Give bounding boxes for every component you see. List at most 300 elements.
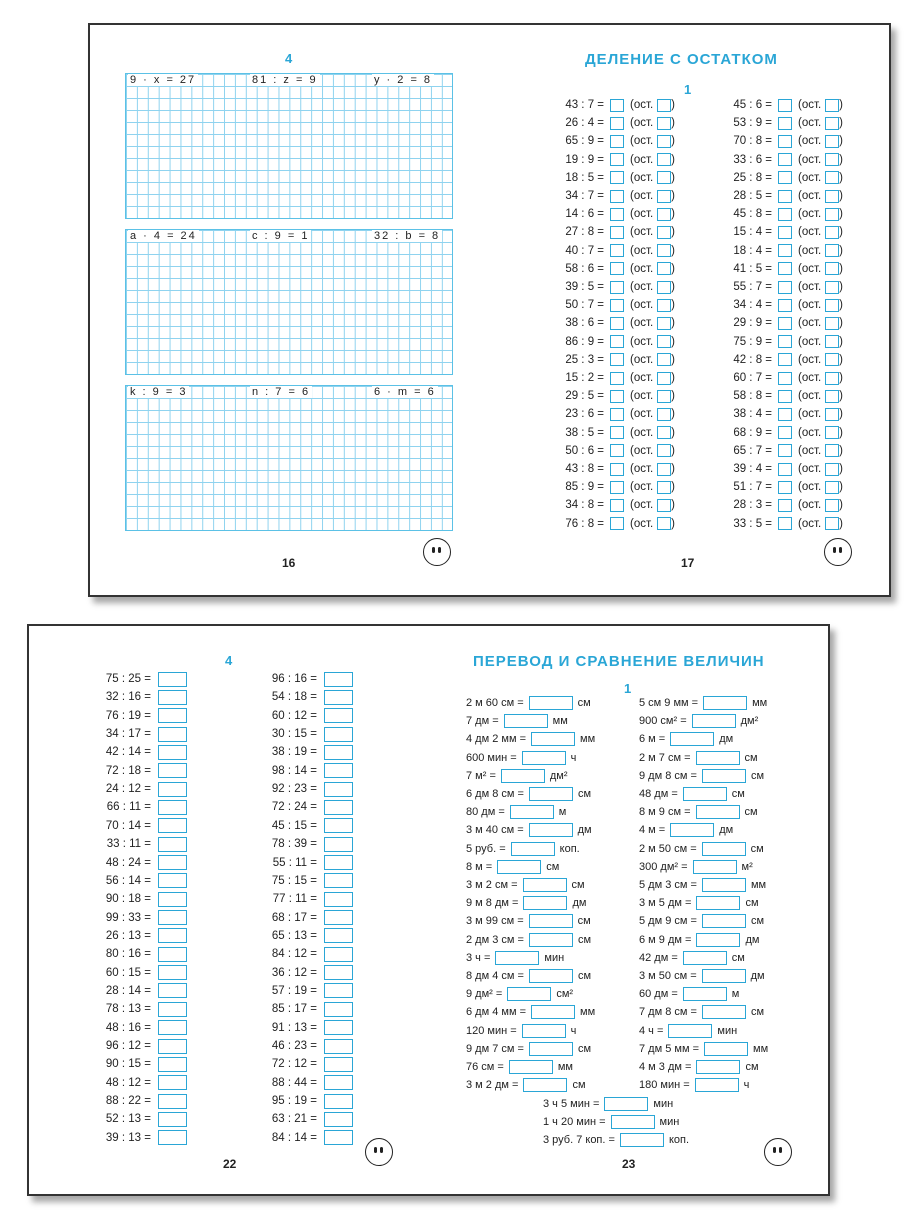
quotient-box[interactable] xyxy=(778,226,792,239)
answer-box[interactable] xyxy=(324,983,353,998)
remainder-row xyxy=(538,97,675,113)
answer-box[interactable] xyxy=(523,1078,567,1092)
answer-box[interactable] xyxy=(529,933,573,947)
remainder-box[interactable] xyxy=(825,262,839,275)
conversion-expression: 48 дм = xyxy=(639,788,678,800)
expression: 34 : 7 = xyxy=(565,190,604,202)
remainder-box[interactable] xyxy=(657,499,671,512)
expression: 45 : 6 = xyxy=(733,99,772,111)
answer-box[interactable] xyxy=(324,1057,353,1072)
conversion-row xyxy=(639,1041,768,1057)
bracket: ) xyxy=(839,153,844,166)
answer-box[interactable] xyxy=(324,1002,353,1017)
conversion-row xyxy=(639,877,766,893)
answer-box[interactable] xyxy=(670,823,714,837)
remainder-box[interactable] xyxy=(825,372,839,385)
remainder-box[interactable] xyxy=(657,117,671,130)
remainder-label: (ост. xyxy=(630,372,654,384)
answer-box[interactable] xyxy=(696,805,740,819)
quotient-box[interactable] xyxy=(610,317,624,330)
remainder-box[interactable] xyxy=(825,499,839,512)
remainder-label: (ост. xyxy=(798,353,822,366)
expression: 53 : 9 = xyxy=(733,117,772,130)
remainder-box[interactable] xyxy=(657,171,671,184)
remainder-row xyxy=(538,461,675,477)
expression: 26 : 4 = xyxy=(565,117,604,130)
remainder-label: (ост. xyxy=(798,299,822,312)
answer-box[interactable] xyxy=(696,933,740,947)
division-expression: 75 : 25 = xyxy=(105,673,151,685)
expression: 38 : 6 = xyxy=(565,317,604,330)
answer-box[interactable] xyxy=(702,914,746,928)
answer-box[interactable] xyxy=(324,873,353,888)
quotient-box[interactable] xyxy=(610,135,624,148)
conversion-expression: 8 дм 4 см = xyxy=(466,970,524,982)
remainder-label: (ост. xyxy=(630,408,654,421)
unit: мм xyxy=(752,697,768,709)
bracket: ) xyxy=(671,335,676,348)
quotient-box[interactable] xyxy=(778,262,792,275)
answer-box[interactable] xyxy=(324,892,353,907)
remainder-box[interactable] xyxy=(825,153,839,166)
answer-box[interactable] xyxy=(158,708,187,723)
unit: см xyxy=(731,951,745,964)
answer-box[interactable] xyxy=(158,910,187,925)
quotient-box[interactable] xyxy=(778,171,792,184)
quotient-box[interactable] xyxy=(778,408,792,421)
quotient-box[interactable] xyxy=(610,190,624,203)
quotient-box[interactable] xyxy=(610,335,624,348)
division-expression: 72 : 24 = xyxy=(271,801,317,814)
answer-box[interactable] xyxy=(523,878,567,892)
conversion-expression: 6 дм 4 мм = xyxy=(466,1006,526,1019)
quotient-box[interactable] xyxy=(778,517,792,530)
conversion-row xyxy=(466,859,559,875)
answer-box[interactable] xyxy=(529,696,573,710)
remainder-box[interactable] xyxy=(825,226,839,239)
remainder-box[interactable] xyxy=(657,517,671,530)
answer-box[interactable] xyxy=(324,1020,353,1035)
quotient-box[interactable] xyxy=(610,226,624,239)
quotient-box[interactable] xyxy=(778,208,792,221)
expression: 50 : 7 = xyxy=(565,299,604,312)
answer-box[interactable] xyxy=(158,947,187,962)
remainder-label: (ост. xyxy=(798,117,822,130)
answer-box[interactable] xyxy=(683,951,727,965)
remainder-box[interactable] xyxy=(825,517,839,530)
answer-box[interactable] xyxy=(696,1060,740,1074)
expression: 39 : 5 = xyxy=(565,281,604,293)
remainder-box[interactable] xyxy=(825,117,839,130)
remainder-box[interactable] xyxy=(657,262,671,275)
answer-box[interactable] xyxy=(683,987,727,1001)
division-expression: 78 : 13 = xyxy=(105,1003,151,1016)
remainder-box[interactable] xyxy=(825,426,839,439)
conversion-row xyxy=(466,986,573,1002)
answer-box[interactable] xyxy=(158,855,187,870)
equation-grid[interactable] xyxy=(125,73,453,219)
answer-box[interactable] xyxy=(670,732,714,746)
answer-box[interactable] xyxy=(324,818,353,833)
answer-box[interactable] xyxy=(497,860,541,874)
remainder-label: (ост. xyxy=(630,353,654,366)
remainder-box[interactable] xyxy=(825,99,839,112)
quotient-box[interactable] xyxy=(610,244,624,257)
remainder-label: (ост. xyxy=(798,99,822,111)
division-expression: 46 : 23 = xyxy=(271,1040,317,1052)
answer-box[interactable] xyxy=(324,727,353,742)
unit: мин xyxy=(653,1098,674,1110)
quotient-box[interactable] xyxy=(610,372,624,385)
remainder-row xyxy=(706,115,843,131)
answer-box[interactable] xyxy=(495,951,539,965)
answer-box[interactable] xyxy=(529,823,573,837)
answer-box[interactable] xyxy=(507,987,551,1001)
quotient-box[interactable] xyxy=(778,117,792,130)
answer-box[interactable] xyxy=(620,1133,664,1147)
answer-box[interactable] xyxy=(531,1005,575,1019)
remainder-box[interactable] xyxy=(825,299,839,312)
quotient-box[interactable] xyxy=(610,171,624,184)
conversion-expression: 7 дм 8 см = xyxy=(639,1006,697,1019)
quotient-box[interactable] xyxy=(778,99,792,112)
equation-grid[interactable] xyxy=(125,385,453,531)
remainder-box[interactable] xyxy=(657,444,671,457)
remainder-label: (ост. xyxy=(630,390,654,403)
answer-box[interactable] xyxy=(158,1112,187,1127)
conversion-expression: 3 руб. 7 коп. = xyxy=(543,1134,615,1147)
conversion-expression: 1 ч 20 мин = xyxy=(543,1116,606,1129)
bracket: ) xyxy=(671,117,676,130)
quotient-box[interactable] xyxy=(778,390,792,403)
answer-box[interactable] xyxy=(529,1042,573,1056)
answer-box[interactable] xyxy=(324,1075,353,1090)
remainder-row xyxy=(538,115,675,131)
answer-box[interactable] xyxy=(324,800,353,815)
answer-box[interactable] xyxy=(158,983,187,998)
answer-box[interactable] xyxy=(324,910,353,925)
quotient-box[interactable] xyxy=(610,299,624,312)
answer-box[interactable] xyxy=(158,800,187,815)
quotient-box[interactable] xyxy=(610,353,624,366)
quotient-box[interactable] xyxy=(778,353,792,366)
unit: дм xyxy=(577,824,592,837)
expression: 43 : 8 = xyxy=(565,463,604,475)
bracket: ) xyxy=(839,190,844,202)
remainder-box[interactable] xyxy=(657,190,671,203)
remainder-box[interactable] xyxy=(825,444,839,457)
quotient-box[interactable] xyxy=(778,135,792,148)
remainder-box[interactable] xyxy=(657,153,671,166)
answer-box[interactable] xyxy=(324,1112,353,1127)
conversion-row xyxy=(466,731,595,747)
remainder-box[interactable] xyxy=(825,481,839,494)
unit: ч xyxy=(570,1024,577,1037)
remainder-label: (ост. xyxy=(630,153,654,166)
remainder-box[interactable] xyxy=(657,372,671,385)
quotient-box[interactable] xyxy=(778,444,792,457)
answer-box[interactable] xyxy=(158,818,187,833)
remainder-row xyxy=(706,297,843,313)
answer-box[interactable] xyxy=(522,1024,566,1038)
answer-box[interactable] xyxy=(324,708,353,723)
quotient-box[interactable] xyxy=(610,208,624,221)
answer-box[interactable] xyxy=(158,1057,187,1072)
conversion-row xyxy=(466,877,585,893)
answer-box[interactable] xyxy=(702,878,746,892)
equation-grid[interactable] xyxy=(125,229,453,375)
answer-box[interactable] xyxy=(324,1039,353,1054)
unit: мин xyxy=(659,1116,680,1129)
answer-box[interactable] xyxy=(324,763,353,778)
remainder-label: (ост. xyxy=(630,244,654,257)
conversion-row xyxy=(466,1041,591,1057)
quotient-box[interactable] xyxy=(778,335,792,348)
quotient-box[interactable] xyxy=(778,299,792,312)
quotient-box[interactable] xyxy=(778,190,792,203)
remainder-box[interactable] xyxy=(825,335,839,348)
remainder-box[interactable] xyxy=(825,190,839,203)
bracket: ) xyxy=(839,208,844,221)
answer-box[interactable] xyxy=(158,690,187,705)
answer-box[interactable] xyxy=(693,860,737,874)
quotient-box[interactable] xyxy=(778,463,792,476)
bracket: ) xyxy=(839,335,844,348)
unit: дм xyxy=(719,733,734,746)
answer-box[interactable] xyxy=(158,873,187,888)
quotient-box[interactable] xyxy=(778,317,792,330)
remainder-box[interactable] xyxy=(825,463,839,476)
bracket: ) xyxy=(839,463,844,475)
quotient-box[interactable] xyxy=(610,408,624,421)
remainder-box[interactable] xyxy=(825,390,839,403)
remainder-row xyxy=(706,443,843,459)
conversion-expression: 2 м 50 см = xyxy=(639,842,697,855)
remainder-box[interactable] xyxy=(657,481,671,494)
answer-box[interactable] xyxy=(702,842,746,856)
division-expression: 36 : 12 = xyxy=(271,966,317,979)
answer-box[interactable] xyxy=(158,1002,187,1017)
answer-box[interactable] xyxy=(158,1020,187,1035)
remainder-box[interactable] xyxy=(657,335,671,348)
answer-box[interactable] xyxy=(158,727,187,742)
bracket: ) xyxy=(839,390,844,403)
conversion-row xyxy=(466,841,580,857)
remainder-box[interactable] xyxy=(657,99,671,112)
answer-box[interactable] xyxy=(695,1078,739,1092)
conversion-row xyxy=(639,731,733,747)
remainder-box[interactable] xyxy=(825,353,839,366)
answer-box[interactable] xyxy=(324,928,353,943)
answer-box[interactable] xyxy=(501,769,545,783)
answer-box[interactable] xyxy=(509,1060,553,1074)
division-expression: 26 : 13 = xyxy=(105,929,151,942)
remainder-label: (ост. xyxy=(630,335,654,348)
unit: мм xyxy=(580,733,596,746)
remainder-box[interactable] xyxy=(825,281,839,294)
division-title: ДЕЛЕНИЕ С ОСТАТКОМ xyxy=(585,51,778,68)
remainder-box[interactable] xyxy=(657,299,671,312)
answer-box[interactable] xyxy=(158,965,187,980)
remainder-row xyxy=(538,388,675,404)
quotient-box[interactable] xyxy=(610,481,624,494)
answer-box[interactable] xyxy=(529,787,573,801)
page-number-22: 22 xyxy=(223,1157,237,1171)
quotient-box[interactable] xyxy=(778,372,792,385)
answer-box[interactable] xyxy=(696,896,740,910)
remainder-box[interactable] xyxy=(657,135,671,148)
quotient-box[interactable] xyxy=(778,281,792,294)
answer-box[interactable] xyxy=(158,837,187,852)
quotient-box[interactable] xyxy=(610,117,624,130)
quotient-box[interactable] xyxy=(778,426,792,439)
conversion-expression: 42 дм = xyxy=(639,951,678,964)
bracket: ) xyxy=(671,463,676,475)
answer-box[interactable] xyxy=(324,855,353,870)
quotient-box[interactable] xyxy=(778,481,792,494)
conversion-expression: 4 ч = xyxy=(639,1024,664,1037)
bracket: ) xyxy=(839,299,844,312)
quotient-box[interactable] xyxy=(610,517,624,530)
quotient-box[interactable] xyxy=(778,153,792,166)
division-expression: 34 : 17 = xyxy=(105,728,151,741)
answer-box[interactable] xyxy=(324,1094,353,1109)
quotient-box[interactable] xyxy=(778,244,792,257)
answer-box[interactable] xyxy=(604,1097,648,1111)
conversion-row xyxy=(466,822,592,838)
answer-box[interactable] xyxy=(523,896,567,910)
quotient-box[interactable] xyxy=(610,153,624,166)
answer-box[interactable] xyxy=(511,842,555,856)
answer-box[interactable] xyxy=(324,965,353,980)
quotient-box[interactable] xyxy=(610,444,624,457)
remainder-label: (ост. xyxy=(798,208,822,221)
expression: 23 : 6 = xyxy=(565,408,604,421)
remainder-label: (ост. xyxy=(630,281,654,293)
answer-box[interactable] xyxy=(324,837,353,852)
answer-box[interactable] xyxy=(158,1130,187,1145)
answer-box[interactable] xyxy=(324,690,353,705)
answer-box[interactable] xyxy=(504,714,548,728)
remainder-box[interactable] xyxy=(825,408,839,421)
remainder-box[interactable] xyxy=(657,353,671,366)
remainder-box[interactable] xyxy=(825,171,839,184)
remainder-box[interactable] xyxy=(657,208,671,221)
quotient-box[interactable] xyxy=(610,426,624,439)
remainder-box[interactable] xyxy=(657,426,671,439)
quotient-box[interactable] xyxy=(778,499,792,512)
expression: 18 : 4 = xyxy=(733,244,772,257)
remainder-box[interactable] xyxy=(657,317,671,330)
division-expression: 45 : 15 = xyxy=(271,819,317,832)
unit: см xyxy=(750,915,764,928)
bracket: ) xyxy=(839,226,844,239)
remainder-box[interactable] xyxy=(825,208,839,221)
answer-box[interactable] xyxy=(702,969,746,983)
remainder-box[interactable] xyxy=(825,317,839,330)
conversion-row xyxy=(639,1004,764,1020)
answer-box[interactable] xyxy=(158,928,187,943)
grid-equation: a · 4 = 24 xyxy=(130,230,197,242)
answer-box[interactable] xyxy=(158,1094,187,1109)
quotient-box[interactable] xyxy=(610,262,624,275)
answer-box[interactable] xyxy=(702,1005,746,1019)
remainder-box[interactable] xyxy=(657,463,671,476)
division-expression: 32 : 16 = xyxy=(105,691,151,704)
bracket: ) xyxy=(839,353,844,366)
answer-box[interactable] xyxy=(510,805,554,819)
unit: см xyxy=(577,788,591,800)
answer-box[interactable] xyxy=(158,782,187,797)
answer-box[interactable] xyxy=(683,787,727,801)
answer-box[interactable] xyxy=(529,969,573,983)
grid-equation: y · 2 = 8 xyxy=(374,74,433,86)
division-expression: 96 : 12 = xyxy=(105,1040,151,1052)
remainder-box[interactable] xyxy=(657,408,671,421)
remainder-row xyxy=(706,388,843,404)
answer-box[interactable] xyxy=(702,769,746,783)
quotient-box[interactable] xyxy=(610,390,624,403)
answer-box[interactable] xyxy=(158,745,187,760)
unit: дм xyxy=(572,897,587,910)
remainder-box[interactable] xyxy=(657,281,671,294)
answer-box[interactable] xyxy=(696,751,740,765)
bracket: ) xyxy=(671,353,676,366)
answer-box[interactable] xyxy=(324,672,353,687)
division-expression: 60 : 12 = xyxy=(271,709,317,722)
remainder-box[interactable] xyxy=(657,244,671,257)
answer-box[interactable] xyxy=(324,1130,353,1145)
remainder-box[interactable] xyxy=(657,390,671,403)
answer-box[interactable] xyxy=(704,1042,748,1056)
conversion-row xyxy=(466,804,566,820)
expression: 15 : 2 = xyxy=(565,372,604,384)
division-expression: 70 : 14 = xyxy=(105,819,151,832)
answer-box[interactable] xyxy=(692,714,736,728)
bracket: ) xyxy=(839,408,844,421)
quotient-box[interactable] xyxy=(610,99,624,112)
conversion-row xyxy=(466,968,591,984)
remainder-box[interactable] xyxy=(657,226,671,239)
answer-box[interactable] xyxy=(611,1115,655,1129)
answer-box[interactable] xyxy=(703,696,747,710)
answer-box[interactable] xyxy=(531,732,575,746)
quotient-box[interactable] xyxy=(610,281,624,294)
conversion-expression: 76 см = xyxy=(466,1061,504,1073)
quotient-box[interactable] xyxy=(610,499,624,512)
unit: см xyxy=(546,860,560,873)
remainder-box[interactable] xyxy=(825,244,839,257)
answer-box[interactable] xyxy=(158,1075,187,1090)
answer-box[interactable] xyxy=(158,892,187,907)
grid-equation: k : 9 = 3 xyxy=(130,386,188,398)
top-spread xyxy=(88,23,891,597)
answer-box[interactable] xyxy=(522,751,566,765)
answer-box[interactable] xyxy=(324,745,353,760)
expression: 34 : 8 = xyxy=(565,499,604,512)
answer-box[interactable] xyxy=(668,1024,712,1038)
answer-box[interactable] xyxy=(158,763,187,778)
answer-box[interactable] xyxy=(324,782,353,797)
remainder-label: (ост. xyxy=(798,499,822,512)
answer-box[interactable] xyxy=(324,947,353,962)
conversion-row xyxy=(466,1023,576,1039)
answer-box[interactable] xyxy=(529,914,573,928)
answer-box[interactable] xyxy=(158,672,187,687)
answer-box[interactable] xyxy=(158,1039,187,1054)
quotient-box[interactable] xyxy=(610,463,624,476)
remainder-box[interactable] xyxy=(825,135,839,148)
